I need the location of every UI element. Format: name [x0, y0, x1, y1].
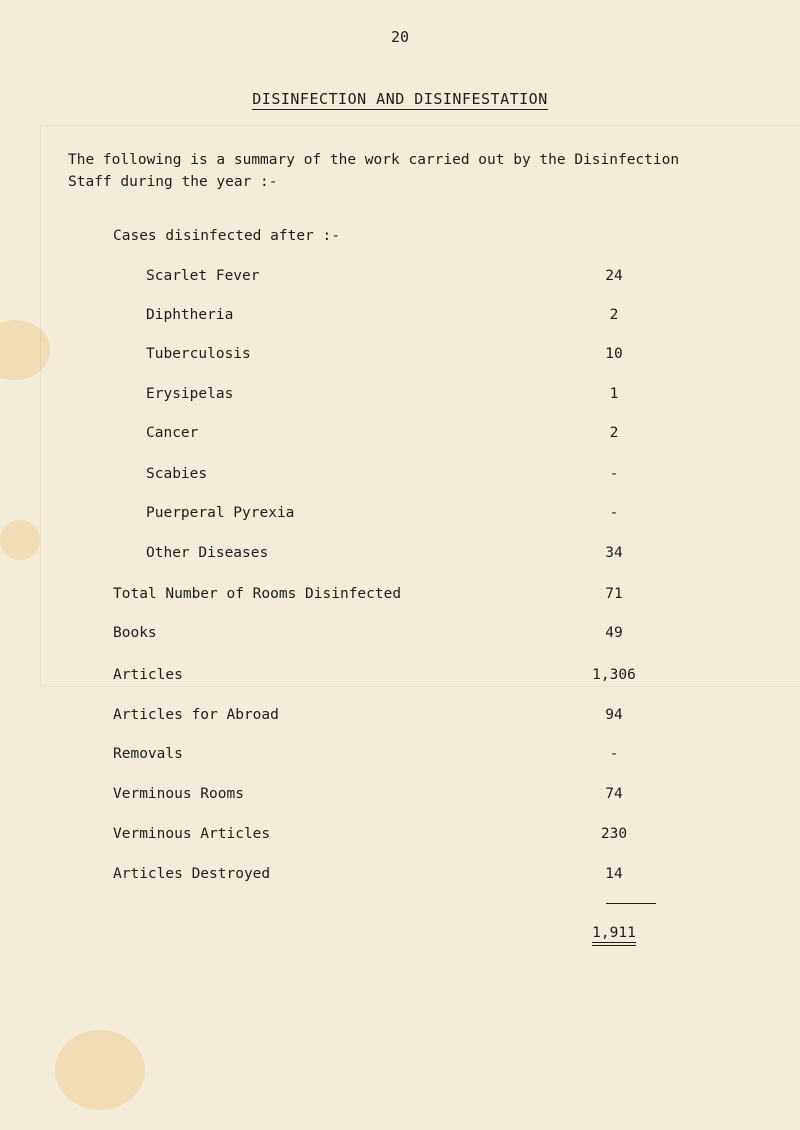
row-label: Articles — [113, 667, 183, 683]
disease-row — [0, 545, 800, 569]
row-label: Erysipelas — [146, 386, 234, 402]
row-value: 49 — [605, 625, 623, 641]
row-value: 1 — [609, 386, 619, 402]
row-value: 94 — [605, 707, 623, 723]
summary-row — [0, 866, 800, 890]
row-value: - — [609, 505, 619, 521]
summary-row — [0, 826, 800, 850]
row-label: Tuberculosis — [146, 346, 251, 362]
row-value: 10 — [605, 346, 623, 362]
row-value: 2 — [609, 425, 619, 441]
intro-paragraph — [68, 149, 788, 193]
row-label: Cancer — [146, 425, 199, 441]
summary-row — [0, 707, 800, 731]
disease-row — [0, 505, 800, 529]
row-label: Articles for Abroad — [113, 707, 279, 723]
row-label: Articles Destroyed — [113, 866, 271, 882]
disease-row — [0, 386, 800, 410]
summary-row — [0, 586, 800, 610]
row-label: Other Diseases — [146, 545, 269, 561]
grand-total-value: 1,911 — [592, 925, 636, 946]
row-value: 24 — [605, 268, 623, 284]
row-label: Removals — [113, 746, 183, 762]
row-label: Scarlet Fever — [146, 268, 260, 284]
row-label: Books — [113, 625, 157, 641]
row-value: 230 — [600, 826, 628, 842]
row-label: Puerperal Pyrexia — [146, 505, 295, 521]
row-value: 74 — [605, 786, 623, 802]
intro-line: Staff during the year :- — [68, 174, 278, 190]
summary-row — [0, 625, 800, 649]
disease-row — [0, 268, 800, 292]
row-value: 1,306 — [592, 667, 636, 683]
cases-heading: Cases disinfected after :- — [113, 228, 340, 244]
row-value: 2 — [609, 307, 619, 323]
summary-row — [0, 786, 800, 810]
intro-line: The following is a summary of the work carried out by the Disinfection — [68, 152, 680, 168]
grand-total — [560, 925, 668, 941]
row-value: - — [609, 746, 619, 762]
row-label: Verminous Articles — [113, 826, 271, 842]
row-value: 34 — [605, 545, 623, 561]
disease-row — [0, 307, 800, 331]
disease-row — [0, 466, 800, 490]
row-label: Diphtheria — [146, 307, 234, 323]
paper-stain — [55, 1030, 145, 1110]
page-title-text: DISINFECTION AND DISINFESTATION — [252, 90, 548, 108]
row-value: 14 — [605, 866, 623, 882]
row-value: - — [609, 466, 619, 482]
page-title — [0, 90, 800, 108]
disease-row — [0, 425, 800, 449]
row-value: 71 — [605, 586, 623, 602]
disease-row — [0, 346, 800, 370]
row-label: Total Number of Rooms Disinfected — [113, 586, 402, 602]
page-number: 20 — [390, 28, 410, 46]
row-label: Verminous Rooms — [113, 786, 244, 802]
row-label: Scabies — [146, 466, 208, 482]
summary-row — [0, 746, 800, 770]
total-rule — [606, 903, 656, 904]
summary-row — [0, 667, 800, 691]
